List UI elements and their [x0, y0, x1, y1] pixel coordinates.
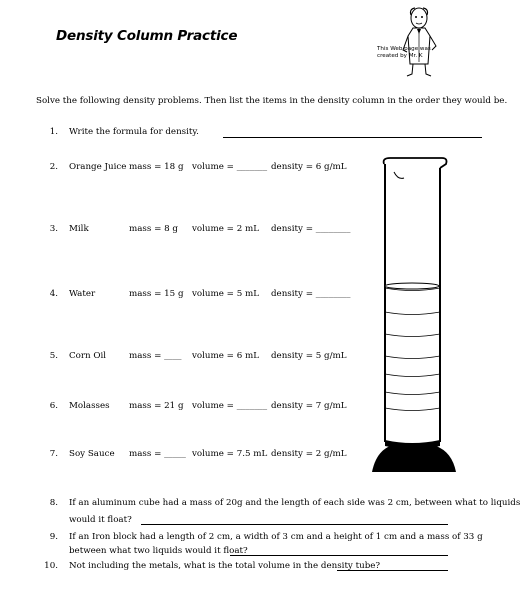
- problem-volume: volume = _______: [192, 401, 268, 411]
- question-text: Write the formula for density.: [69, 127, 199, 137]
- problem-mass: mass = 15 g: [129, 289, 184, 299]
- question-text: Not including the metals, what is the total volume in the density tube?: [69, 561, 381, 571]
- problem-mass: mass = ____: [129, 351, 182, 361]
- problem-volume: volume = _______: [192, 162, 268, 172]
- problem-mass: mass = 8 g: [129, 224, 178, 234]
- answer-line[interactable]: [337, 570, 448, 571]
- problem-density: density = 2 g/mL: [271, 449, 347, 459]
- answer-line[interactable]: [230, 555, 448, 556]
- problem-item: Orange Juice: [69, 162, 127, 172]
- graduated-cylinder-image: [362, 150, 472, 480]
- problem-density: density = 7 g/mL: [271, 401, 347, 411]
- question-number: 9.: [49, 532, 58, 542]
- worksheet-title: Density Column Practice: [56, 28, 238, 44]
- problem-mass: mass = _____: [129, 449, 186, 459]
- credit-text: This Web page was created by Mr. K: [377, 46, 431, 59]
- problem-density: density = 5 g/mL: [271, 351, 347, 361]
- question-number: 8.: [49, 498, 58, 508]
- problem-density: density = 6 g/mL: [271, 162, 347, 172]
- answer-line[interactable]: [141, 524, 448, 525]
- problem-density: density = ________: [271, 289, 351, 299]
- question-8-line2: [69, 515, 132, 525]
- question-number: 10.: [44, 561, 58, 571]
- problem-item: Corn Oil: [69, 351, 107, 361]
- problem-volume: volume = 6 mL: [192, 351, 259, 361]
- problem-item: Soy Sauce: [69, 449, 115, 459]
- problem-mass: mass = 21 g: [129, 401, 184, 411]
- question-number: 1.: [49, 127, 58, 137]
- problem-volume: volume = 5 mL: [192, 289, 259, 299]
- instructions: Solve the following density problems. Then list the items in the density column in the order they would be.: [36, 96, 508, 106]
- problem-volume: volume = 7.5 mL: [192, 449, 268, 459]
- problem-number: 2.: [49, 162, 58, 172]
- problem-number: 5.: [49, 351, 58, 361]
- problem-number: 6.: [49, 401, 58, 411]
- answer-line[interactable]: [223, 137, 482, 138]
- question-text: If an aluminum cube had a mass of 20g and the length of each side was 2 cm, between what to liquids: [69, 498, 520, 508]
- problem-item: Milk: [69, 224, 89, 234]
- problem-density: density = ________: [271, 224, 351, 234]
- problem-number: 4.: [49, 289, 58, 299]
- problem-mass: mass = 18 g: [129, 162, 184, 172]
- question-text: would it float?: [69, 515, 132, 525]
- problem-volume: volume = 2 mL: [192, 224, 259, 234]
- question-text: between what two liquids would it float?: [69, 546, 248, 556]
- problem-number: 3.: [49, 224, 58, 234]
- question-text: If an Iron block had a length of 2 cm, a width of 3 cm and a height of 1 cm and a mass of 33 g: [69, 532, 483, 542]
- problem-item: Molasses: [69, 401, 110, 411]
- problem-item: Water: [69, 289, 96, 299]
- problem-number: 7.: [49, 449, 58, 459]
- question-9-line2: [69, 546, 248, 556]
- teacher-cartoon-image: [396, 6, 446, 78]
